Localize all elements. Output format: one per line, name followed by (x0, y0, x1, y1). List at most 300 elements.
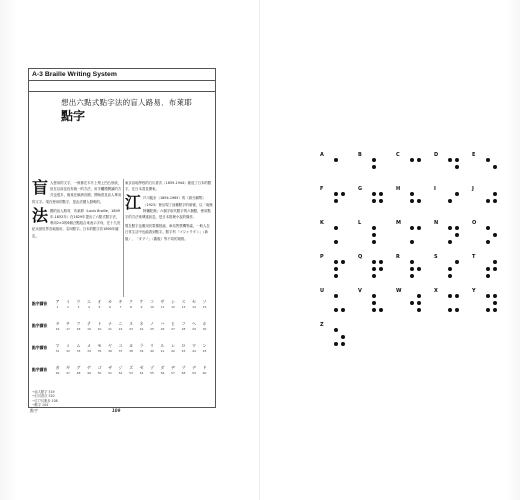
braille-dot-4 (379, 192, 383, 196)
braille-dot-2 (372, 233, 376, 237)
braille-letter: F (320, 186, 324, 192)
kana-cell (147, 343, 158, 353)
braille-cell-l (358, 220, 398, 256)
kana-cell (126, 299, 137, 309)
kana-cell (189, 299, 200, 309)
kana-index: 4 (88, 305, 90, 309)
braille-cell-j (472, 186, 512, 222)
paragraph-text: 現在點字也應用於電梯按鈕、車站售票機等處，一般人在日常生活中也能看到點字。點字有「ゴジャクダン」（新版）、「タグノ」（舊版）等不同的規格。 (125, 224, 210, 241)
braille-letter: I (434, 186, 436, 192)
kana-cell (52, 321, 63, 331)
braille-letter: P (320, 254, 324, 260)
braille-dot-1 (372, 260, 376, 264)
braille-cell-f (320, 186, 363, 222)
kana-index: 44 (192, 349, 196, 353)
kana-cell (136, 343, 147, 353)
kana-index: 2 (67, 305, 69, 309)
kana-index: 8 (130, 305, 132, 309)
braille-dot-5 (493, 267, 497, 271)
braille-dot-4 (493, 192, 497, 196)
kana-cell (168, 321, 179, 331)
kana-index: 20 (97, 327, 102, 331)
braille-letter: N (434, 220, 439, 226)
kana-index: 30 (202, 327, 207, 331)
kana-cell (168, 299, 179, 309)
kana-glyph: ス (181, 299, 186, 304)
braille-dot-3 (486, 274, 490, 278)
kana-index: 16 (55, 327, 60, 331)
kana-index: 6 (109, 305, 111, 309)
kana-cell (147, 321, 158, 331)
braille-letter: Z (320, 322, 324, 328)
braille-letter: Y (472, 288, 476, 294)
kana-index: 14 (192, 305, 196, 309)
kana-glyph: ジ (118, 365, 123, 370)
braille-letter: Q (358, 254, 363, 260)
kana-glyph: カ (108, 299, 112, 304)
braille-cell-g (358, 186, 401, 222)
text-column-1 (32, 180, 122, 242)
braille-dot-2 (448, 199, 452, 203)
braille-dot-4 (455, 294, 459, 298)
kana-index: 57 (171, 371, 175, 375)
braille-dot-4 (341, 260, 345, 264)
kana-glyph: オ (97, 299, 102, 304)
kana-cell (136, 299, 147, 309)
braille-cell-a (320, 152, 360, 188)
braille-alphabet-chart (300, 0, 510, 500)
kana-cell (52, 299, 63, 309)
kana-index: 15 (202, 305, 207, 309)
kana-index: 60 (202, 371, 207, 375)
kana-cell (84, 299, 95, 309)
kana-index: 43 (181, 349, 186, 353)
kana-glyph: モ (97, 343, 102, 348)
kana-glyph: グ (76, 365, 81, 370)
reference-note: →石川倉次 320 (32, 394, 55, 399)
braille-dot-5 (493, 301, 497, 305)
braille-dot-6 (417, 308, 421, 312)
braille-dot-3 (448, 308, 452, 312)
kana-glyph: ヅ (181, 365, 186, 370)
kana-index: 45 (202, 349, 207, 353)
braille-dot-1 (410, 158, 414, 162)
kana-cell (105, 365, 116, 375)
braille-dot-1 (334, 328, 338, 332)
kana-cell (178, 365, 189, 375)
col1-paragraph (32, 180, 122, 205)
braille-letter: S (434, 254, 438, 260)
braille-dot-3 (410, 274, 414, 278)
kana-index: 10 (150, 305, 154, 309)
braille-dot-2 (372, 199, 376, 203)
braille-dot-4 (417, 226, 421, 230)
paragraph-text: 國的盲人路易．布萊耶（Louis Braille，1809年-1852年）在1829年提出了六點式點字法，利用2×3的6個凸點組合來表示字母，在十九世紀末被世界各地採用，名叫點字。日本的點字於1890年確定。 (32, 208, 121, 238)
braille-dot-4 (493, 260, 497, 264)
braille-dot-2 (372, 267, 376, 271)
braille-dot-3 (334, 274, 338, 278)
braille-letter: O (472, 220, 477, 226)
row-label: 點字讀音 (32, 323, 48, 328)
braille-dot-1 (334, 226, 338, 230)
braille-cell-p (320, 254, 363, 290)
braille-dot-3 (334, 240, 338, 244)
section-title: A-3 Braille Writing System (32, 71, 117, 78)
braille-cell-k (320, 220, 360, 256)
kana-cell (94, 365, 105, 375)
kana-glyph: ザ (108, 365, 112, 370)
kana-cell (178, 343, 189, 353)
braille-dot-1 (448, 226, 452, 230)
braille-cell-c (396, 152, 439, 188)
kana-index: 54 (139, 371, 144, 375)
kana-cell (157, 299, 168, 309)
braille-dot-5 (493, 233, 497, 237)
table-row (32, 321, 212, 343)
kana-cell (199, 299, 210, 309)
braille-dot-5 (379, 267, 383, 271)
kana-glyph: キ (118, 299, 123, 304)
kana-cell (168, 343, 179, 353)
braille-letter: G (358, 186, 363, 192)
reference-note: →點字 104 (32, 403, 49, 408)
kana-index: 7 (119, 305, 122, 309)
kana-glyph: シ (171, 299, 175, 304)
braille-dot-4 (455, 192, 459, 196)
braille-dot-1 (334, 294, 338, 298)
kana-index: 41 (160, 349, 165, 353)
table-row (32, 365, 212, 387)
kana-index: 36 (108, 349, 112, 353)
column-divider (123, 179, 124, 297)
kana-cell (94, 299, 105, 309)
kana-index: 37 (118, 349, 123, 353)
braille-dot-3 (334, 342, 338, 346)
braille-dot-2 (410, 199, 414, 203)
braille-dot-3 (372, 308, 376, 312)
kana-index: 38 (129, 349, 133, 353)
braille-dot-1 (410, 260, 414, 264)
col2-paragraph (125, 223, 213, 242)
kana-cell (73, 321, 84, 331)
kana-index: 24 (139, 327, 144, 331)
braille-dot-3 (410, 240, 414, 244)
kana-glyph: マ (55, 343, 60, 348)
kana-glyph: ロ (181, 343, 186, 348)
kana-glyph: サ (160, 299, 165, 304)
braille-dot-2 (372, 165, 376, 169)
kana-cell (115, 321, 126, 331)
kana-index: 31 (55, 349, 60, 353)
kana-glyph: ヂ (171, 365, 175, 370)
kana-cell (52, 365, 63, 375)
braille-dot-3 (334, 308, 338, 312)
braille-dot-3 (486, 240, 490, 244)
kana-index: 53 (129, 371, 133, 375)
kana-glyph: フ (181, 321, 186, 326)
kana-glyph: ギ (66, 365, 70, 370)
braille-dot-1 (372, 294, 376, 298)
braille-dot-1 (372, 226, 376, 230)
table-row (32, 343, 212, 365)
braille-cell-o (472, 220, 512, 256)
braille-dot-4 (417, 294, 421, 298)
braille-cell-x (434, 288, 474, 324)
braille-dot-1 (448, 158, 452, 162)
kana-glyph: ニ (118, 321, 123, 326)
page-edge-left (0, 0, 18, 500)
kana-index: 46 (55, 371, 60, 375)
kana-glyph: ゾ (150, 365, 154, 370)
kana-index: 32 (66, 349, 70, 353)
kana-index: 34 (87, 349, 91, 353)
braille-cell-u (320, 288, 360, 324)
article-heading: 點字 (61, 109, 86, 123)
braille-letter: M (396, 220, 401, 226)
kana-cell (178, 321, 189, 331)
kana-glyph: ノ (150, 321, 154, 326)
kana-index: 13 (181, 305, 186, 309)
footer-label: 點字 (30, 408, 38, 413)
braille-dot-1 (372, 158, 376, 162)
braille-dot-2 (334, 267, 338, 271)
braille-letter: K (320, 220, 324, 226)
paragraph-text: 人使用的文字，一般都在木片上刻上凹凸形狀，但在以前並沒有統一的方法，用手觸摸閱讀的方式也很多，後來在歐洲各國，開始普及盲人專用的文字。現在使用的點字，是由法國人發明的。 (32, 181, 122, 204)
drop-cap: 盲 (32, 178, 49, 197)
kana-index: 12 (171, 305, 175, 309)
kana-index: 17 (66, 327, 70, 331)
kana-cell (105, 299, 116, 309)
kana-glyph: コ (150, 299, 154, 304)
braille-dot-2 (448, 267, 452, 271)
kana-glyph: ゼ (139, 365, 144, 370)
braille-dot-5 (417, 267, 421, 271)
braille-letter: D (434, 152, 439, 158)
braille-dot-6 (493, 308, 497, 312)
kana-cell (73, 365, 84, 375)
kana-index: 39 (139, 349, 144, 353)
paragraph-text: 東京盲啞學校的石川倉次（1859-1944）創造了日本的點字，在日本普及開來。 (125, 181, 212, 192)
kana-cell (136, 321, 147, 331)
braille-cell-m (396, 220, 439, 256)
kana-cell (147, 299, 158, 309)
braille-dot-2 (372, 301, 376, 305)
braille-dot-1 (372, 192, 376, 196)
kana-glyph: ン (202, 343, 207, 348)
braille-dot-4 (455, 260, 459, 264)
kana-cell (63, 343, 74, 353)
kana-cell (189, 343, 200, 353)
braille-cell-q (358, 254, 398, 290)
braille-letter: X (434, 288, 438, 294)
kana-cell (52, 343, 63, 353)
braille-letter: T (472, 254, 476, 260)
kana-cell (157, 321, 168, 331)
braille-dot-4 (417, 158, 421, 162)
kana-glyph: ヨ (129, 343, 133, 348)
kana-cell (157, 365, 168, 375)
kana-index: 48 (76, 371, 81, 375)
braille-dot-2 (486, 267, 490, 271)
subtitle-rule (29, 91, 215, 92)
kana-index: 5 (98, 305, 101, 309)
kana-glyph: チ (66, 321, 70, 326)
kana-glyph: ド (202, 365, 207, 370)
braille-kana-table (32, 299, 212, 387)
col2-paragraph (125, 195, 213, 220)
kana-cell (168, 365, 179, 375)
kana-cell (136, 365, 147, 375)
kana-glyph: ヘ (192, 321, 196, 326)
kana-glyph: レ (171, 343, 175, 348)
kana-cell (189, 365, 200, 375)
kana-glyph: ソ (202, 299, 207, 304)
braille-letter: W (396, 288, 402, 294)
braille-cell-h (396, 186, 436, 222)
reference-note: →盲人點字 319 (32, 390, 55, 394)
kana-index: 26 (160, 327, 165, 331)
kana-glyph: ゲ (87, 365, 91, 370)
braille-dot-6 (455, 308, 459, 312)
kana-glyph: ア (55, 299, 60, 304)
braille-dot-1 (334, 158, 338, 162)
kana-glyph: エ (87, 299, 91, 304)
kana-glyph: ル (160, 343, 165, 348)
row-label: 點字讀音 (32, 345, 48, 350)
kana-cell (115, 365, 126, 375)
braille-dot-6 (341, 342, 345, 346)
kana-index: 29 (192, 327, 196, 331)
braille-cell-n (434, 220, 477, 256)
braille-dot-3 (448, 240, 452, 244)
braille-letter: J (472, 186, 474, 192)
kana-glyph: タ (55, 321, 60, 326)
kana-index: 56 (160, 371, 165, 375)
col2-paragraph (125, 180, 213, 192)
kana-glyph: テ (87, 321, 91, 326)
braille-dot-5 (493, 165, 497, 169)
col1-paragraph (32, 205, 122, 239)
kana-index: 23 (129, 327, 133, 331)
kana-index: 21 (108, 327, 112, 331)
kana-cell (63, 365, 74, 375)
braille-dot-5 (417, 301, 421, 305)
kana-cell (189, 321, 200, 331)
cross-references (32, 390, 58, 408)
kana-index: 28 (181, 327, 186, 331)
row-label: 點字讀音 (32, 367, 48, 372)
kana-index: 42 (171, 349, 175, 353)
kana-glyph: ウ (76, 299, 81, 304)
braille-dot-2 (410, 267, 414, 271)
kana-glyph: ト (97, 321, 102, 326)
page-number: 109 (112, 408, 121, 413)
kana-glyph: ガ (55, 365, 60, 370)
kana-cell (94, 321, 105, 331)
braille-dot-4 (455, 158, 459, 162)
braille-dot-5 (417, 199, 421, 203)
kana-index: 40 (150, 349, 154, 353)
braille-dot-3 (486, 308, 490, 312)
braille-dot-1 (486, 158, 490, 162)
kana-cell (94, 343, 105, 353)
braille-cell-d (434, 152, 474, 188)
text-column-2 (125, 180, 213, 245)
kana-index: 22 (118, 327, 123, 331)
kana-glyph: ズ (129, 365, 133, 370)
braille-cell-t (472, 254, 512, 290)
kana-cell (84, 321, 95, 331)
kana-glyph: ク (129, 299, 133, 304)
kana-index: 59 (192, 371, 196, 375)
kana-cell (115, 343, 126, 353)
braille-cell-y (472, 288, 512, 324)
braille-dot-1 (334, 260, 338, 264)
title-rule (29, 80, 215, 81)
kana-cell (178, 299, 189, 309)
braille-dot-1 (410, 226, 414, 230)
kana-glyph: ム (76, 343, 81, 348)
braille-letter: B (358, 152, 362, 158)
kana-cell (199, 365, 210, 375)
kana-glyph: ユ (118, 343, 123, 348)
braille-dot-2 (334, 199, 338, 203)
braille-dot-5 (341, 335, 345, 339)
kana-cell (73, 299, 84, 309)
kana-index: 51 (108, 371, 112, 375)
kana-cell (84, 365, 95, 375)
braille-dot-3 (372, 274, 376, 278)
kana-glyph: ゴ (97, 365, 102, 370)
braille-letter: V (358, 288, 362, 294)
braille-dot-1 (410, 192, 414, 196)
braille-dot-3 (372, 240, 376, 244)
braille-dot-1 (486, 294, 490, 298)
braille-cell-z (320, 322, 360, 358)
kana-cell (84, 343, 95, 353)
kana-cell (126, 365, 137, 375)
kana-index: 11 (160, 305, 165, 309)
kana-index: 50 (97, 371, 102, 375)
braille-dot-6 (379, 308, 383, 312)
braille-dot-5 (455, 165, 459, 169)
kana-index: 55 (150, 371, 154, 375)
braille-dot-6 (341, 308, 345, 312)
kana-cell (115, 299, 126, 309)
kana-glyph: ラ (139, 343, 144, 348)
braille-dot-4 (493, 294, 497, 298)
kana-glyph: ハ (160, 321, 165, 326)
braille-cell-v (358, 288, 398, 324)
kana-glyph: メ (87, 343, 91, 348)
drop-cap: 江 (125, 193, 142, 213)
paragraph-text: 戶川亂步（1894-1965）的《兩分銅幣》（1923）裡出現了這種點字的暗號，以「南無阿彌陀佛」六個字取代點字的六個點，使用點字的方法來傳達訊息，是日本推理小說的傑作。 (125, 196, 213, 220)
kana-cell (105, 321, 116, 331)
kana-index: 27 (171, 327, 175, 331)
kana-cell (63, 299, 74, 309)
braille-letter: A (320, 152, 324, 158)
kana-cell (126, 321, 137, 331)
kana-cell (73, 343, 84, 353)
kana-glyph: ヤ (108, 343, 112, 348)
article-subtitle: 想出六點式點字法的盲人路易．布萊耶 (61, 98, 192, 107)
braille-dot-5 (493, 199, 497, 203)
kana-glyph: ダ (160, 365, 165, 370)
kana-cell (157, 343, 168, 353)
braille-letter: R (396, 254, 400, 260)
braille-letter: C (396, 152, 400, 158)
kana-index: 33 (76, 349, 81, 353)
